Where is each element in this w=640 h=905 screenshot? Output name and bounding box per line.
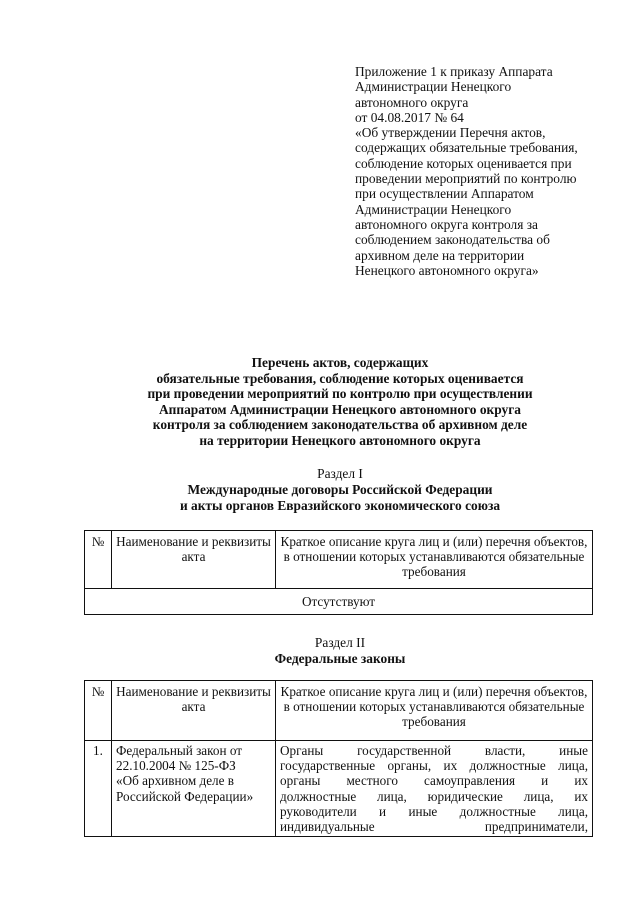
title-line: обязательные требования, соблюдение которых оценивается — [156, 370, 524, 386]
title-line: контроля за соблюдением законодательства об архивном деле — [152, 417, 528, 432]
header-num: № — [85, 681, 112, 741]
description-line: должностные лица, юридические лица, их — [280, 788, 588, 804]
appendix-line: автономного округа контроля за — [355, 216, 538, 232]
section-title-line: и акты органов Евразийского экономического союза — [179, 498, 501, 513]
description-line: руководители и иные должностные лица, — [280, 803, 588, 819]
act-name-line: «Об архивном деле в — [116, 773, 235, 789]
description-line: государственные органы, их должностные лица, — [280, 758, 588, 774]
section-1-table — [84, 530, 593, 615]
appendix-line: Ненецкого автономного округа» — [355, 262, 539, 278]
appendix-line: при осуществлении Аппаратом — [355, 186, 534, 202]
act-name-line: Федеральный закон от — [116, 743, 243, 758]
header-desc: Краткое описание круга лиц и (или) перечня объектов, в отношении которых устанавливаются обязательные требования — [276, 531, 593, 589]
row-description — [276, 741, 593, 837]
title-line: Перечень актов, содержащих — [251, 355, 429, 370]
section-2-table — [84, 680, 593, 837]
table-row — [85, 741, 593, 837]
appendix-line: Администрации Ненецкого — [355, 79, 512, 95]
appendix-line: Администрации Ненецкого — [355, 201, 512, 217]
row-num: 1. — [85, 741, 112, 837]
title-line: на территории Ненецкого автономного округа — [199, 432, 481, 448]
table-row — [85, 589, 593, 615]
act-name-line: Российской Федерации» — [116, 788, 254, 804]
header-name: Наименование и реквизиты акта — [112, 681, 276, 741]
appendix-line: Приложение 1 к приказу Аппарата — [355, 64, 553, 79]
appendix-line: соблюдением законодательства об — [355, 232, 550, 248]
empty-note: Отсутствуют — [85, 589, 593, 615]
description-line: органы местного самоуправления и их — [280, 773, 588, 789]
title-line: Аппаратом Администрации Ненецкого автономного округа — [158, 401, 521, 417]
section-1-heading — [80, 466, 600, 514]
appendix-line: содержащих обязательные требования, — [355, 140, 578, 156]
appendix-line: архивном деле на территории — [355, 247, 525, 263]
section-2-heading — [80, 635, 600, 667]
appendix-line: «Об утверждении Перечня актов, — [355, 125, 546, 141]
section-label: Раздел II — [314, 635, 366, 650]
row-act-name — [112, 741, 276, 837]
section-title-line: Федеральные законы — [274, 651, 406, 666]
appendix-line: от 04.08.2017 № 64 — [355, 109, 464, 125]
description-line: индивидуальные предприниматели, — [280, 819, 588, 835]
description-line: Органы государственной власти, иные — [280, 743, 588, 758]
section-label: Раздел I — [317, 466, 363, 481]
document-title — [80, 355, 600, 448]
appendix-line: соблюдение которых оценивается при — [355, 155, 572, 171]
title-line: при проведении мероприятий по контролю при осуществлении — [147, 386, 533, 401]
appendix-line: автономного округа — [355, 94, 469, 110]
table-header-row — [85, 681, 593, 741]
header-name: Наименование и реквизиты акта — [112, 531, 276, 589]
table-header-row — [85, 531, 593, 589]
appendix-reference — [355, 64, 605, 278]
appendix-line: проведении мероприятий по контролю — [355, 171, 577, 187]
header-desc: Краткое описание круга лиц и (или) перечня объектов, в отношении которых устанавливаются обязательные требования — [276, 681, 593, 741]
header-num: № — [85, 531, 112, 589]
section-title-line: Международные договоры Российской Федерации — [187, 482, 493, 497]
act-name-line: 22.10.2004 № 125-ФЗ — [116, 758, 236, 774]
